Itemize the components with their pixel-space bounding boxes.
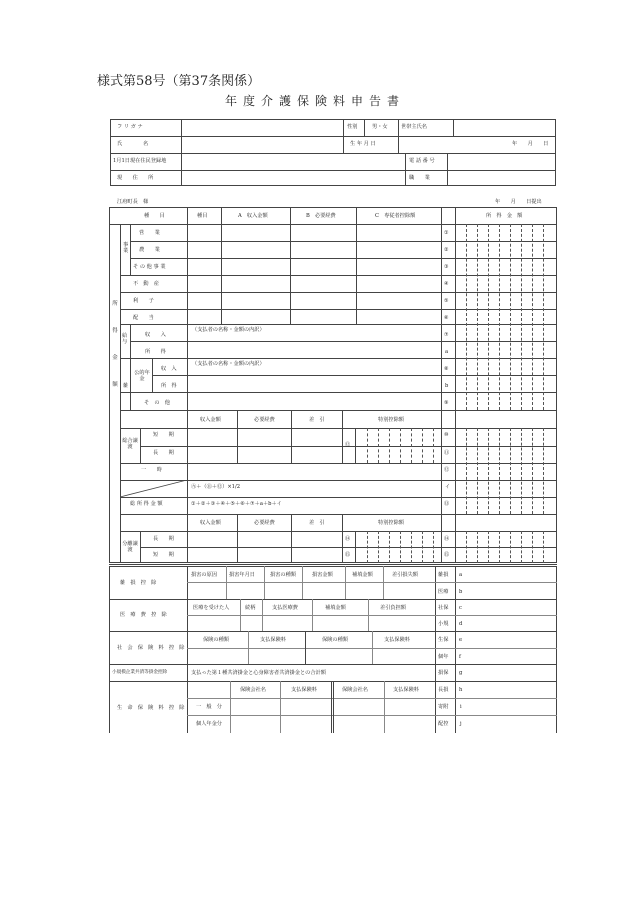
page-title: 年度介護保険料申告書 [224,94,405,108]
sub-expense-header: 必要経費 [254,417,275,423]
circled-14: ⑭ [345,536,351,542]
letter-i: i [460,704,462,710]
disaster-col-cause: 損害の原因 [191,572,217,578]
medical-col-relation: 続柄 [245,605,256,611]
disaster-deduction-label: 雑 損 控 除 [120,580,157,586]
side-kifu: 寄附 [438,704,449,710]
name-label: 氏 名 [117,141,149,147]
col-a-header: A 収入金額 [238,213,268,219]
num-7: ⑦ [444,332,449,338]
long-term-label: 長 期 [153,450,174,456]
num-4: ④ [444,281,449,287]
life-col-company-2: 保険会社名 [342,687,368,693]
pension-income-label: 収 入 [161,366,177,372]
row-other-business: そ の 他 事 業 [133,264,166,270]
num-5: ⑤ [444,298,449,304]
num-12: ⑫ [444,467,450,473]
num-14: ⑭ [444,536,450,542]
separate-transfer-label: 分離譲渡 [122,541,138,553]
salary-shotoku-label: 所 得 [145,349,166,355]
small-biz-note: 支払った第１種共済掛金と心身障害者共済掛金との合計額 [191,670,326,676]
sep-expense-header: 必要経費 [254,520,275,526]
letter-h: h [459,687,463,693]
row-nogyo: 農 業 [139,247,160,253]
phone-label: 電 話 番 号 [409,158,435,164]
salary-income-label: 収 入 [145,332,166,338]
row-eigyo: 営 業 [139,230,160,236]
row-interest: 利 子 [133,298,154,304]
circled-15: ⑮ [345,552,351,558]
col-c-header: C 専従者控除額 [375,213,416,219]
letter-c: c [459,605,462,611]
social-col-type-2: 保険の種類 [322,637,348,643]
address-jan1-label: 1月1日現在住民登録地 [113,158,167,164]
disaster-col-amount: 損害金額 [312,572,333,578]
form-number: 様式第58号（第37条関係） [97,74,261,89]
pension-payer-note: （支払者の名称・金額の内訳） [192,361,265,367]
sub-special-header: 特別控除額 [378,417,404,423]
sep-diff-header: 差 引 [309,520,325,526]
letter-b: b [459,589,463,595]
sub-income-header: 収入金額 [200,417,221,423]
salary-label: 給与 [122,333,128,345]
num-1: ① [444,230,449,236]
num-8: ⑧ [444,366,449,372]
num-9: ⑨ [444,400,449,406]
life-deduction-label: 生 命 保 険 料 控 除 [117,705,185,711]
current-address-label: 現 住 所 [117,175,154,181]
category-header: 種 目 [144,213,165,219]
side-haikou: 配控 [438,721,449,727]
gender-label: 性別 [347,124,358,130]
side-seiho: 生保 [438,637,449,643]
num-6: ⑥ [444,315,449,321]
birth-label: 生 年 月 日 [350,141,376,147]
social-deduction-label: 社 会 保 険 料 控 除 [117,645,185,651]
medical-col-burden: 差引負担額 [380,605,406,611]
disaster-col-compensation: 補填金額 [352,572,373,578]
disaster-col-date: 損害年月日 [229,572,255,578]
side-chouson: 長損 [438,687,449,693]
total-income-label: 総 所 得 金 額 [130,501,163,507]
business-label: 事業 [123,242,129,254]
life-row-pension: 個人年金分 [196,721,222,727]
item-header: 種目 [197,213,208,219]
letter-f: f [459,654,461,660]
short-term-label: 短 期 [153,432,174,438]
row-dividend: 配 当 [133,315,154,321]
circled-12: ⑫ [345,442,351,448]
social-col-paid-2: 支払保険料 [384,637,410,643]
mayor-addressee: 江府町長 様 [117,199,149,205]
small-biz-deduction-label: 小規模企業共済等掛金控除 [112,670,168,675]
furigana-label: フ リ ガ ナ [117,124,143,130]
side-iryo: 医療 [438,589,449,595]
num-13: ⑬ [444,501,450,507]
income-vertical-label: 所 得 金 額 [111,300,117,395]
other-label: そ の 他 [144,400,170,406]
social-col-type-1: 保険の種類 [203,637,229,643]
num-10: ⑩ [444,432,449,438]
life-col-paid-2: 支払保険料 [393,687,419,693]
medical-col-compensation: 補填金額 [325,605,346,611]
num-b: b [445,383,449,389]
num-a: a [445,349,449,355]
num-3: ③ [444,264,449,270]
pension-shotoku-label: 所 得 [161,383,177,389]
num-15: ⑮ [444,552,450,558]
num-11: ⑪ [444,450,450,456]
row-real-estate: 不 動 産 [133,281,159,287]
householder-label: 世帯主氏名 [401,124,427,130]
formula-1: ㊈＋（⑪＋⑫）×1/2 [191,484,241,490]
total-transfer-label: 総合譲渡 [122,438,138,450]
letter-a: a [459,572,463,578]
letter-d: d [459,621,463,627]
letter-e: e [459,637,463,643]
misc-label: 雑 [123,383,129,389]
sep-long-label: 長 期 [153,536,174,542]
salary-payer-note: （支払者の名称・金額の内訳） [192,327,265,333]
formula-2: ①＋②＋③＋④＋⑤＋⑥＋⑦＋a＋b＋イ [191,501,282,507]
side-konen: 個年 [438,654,449,660]
medical-col-patient: 医療を受けた人 [193,605,230,611]
occupation-label: 職 業 [409,175,430,181]
sep-special-header: 特別控除額 [378,520,404,526]
sep-income-header: 収入金額 [200,520,221,526]
medical-col-paid: 支払医療費 [272,605,298,611]
side-shoki: 小規 [438,621,449,627]
life-row-general: 一 般 分 [196,704,222,710]
num-2: ② [444,247,449,253]
letter-j: j [460,721,462,727]
side-zasson: 雑損 [438,572,449,578]
col-b-header: B 必要経費 [306,213,336,219]
amount-header: 所 得 金 額 [486,213,523,219]
num-i: イ [445,484,451,490]
gender-value: 男・女 [372,124,388,130]
ichiji-label: 一 時 [141,467,162,473]
disaster-col-type: 損害の種類 [270,572,296,578]
pension-label: 公的年金 [134,370,150,382]
sep-short-label: 短 期 [153,552,174,558]
sub-diff-header: 差 引 [309,417,325,423]
side-shaho: 社保 [438,605,449,611]
disaster-col-loss: 差引損失額 [392,572,418,578]
social-col-paid-1: 支払保険料 [260,637,286,643]
life-col-company-1: 保険会社名 [240,687,266,693]
letter-g: g [459,670,463,676]
life-col-paid-1: 支払保険料 [291,687,317,693]
side-sonpo: 損保 [438,670,449,676]
medical-deduction-label: 医 療 費 控 除 [120,612,167,618]
submission-date: 年 月 日提出 [495,199,542,205]
birth-value: 年 月 日 [512,141,549,147]
